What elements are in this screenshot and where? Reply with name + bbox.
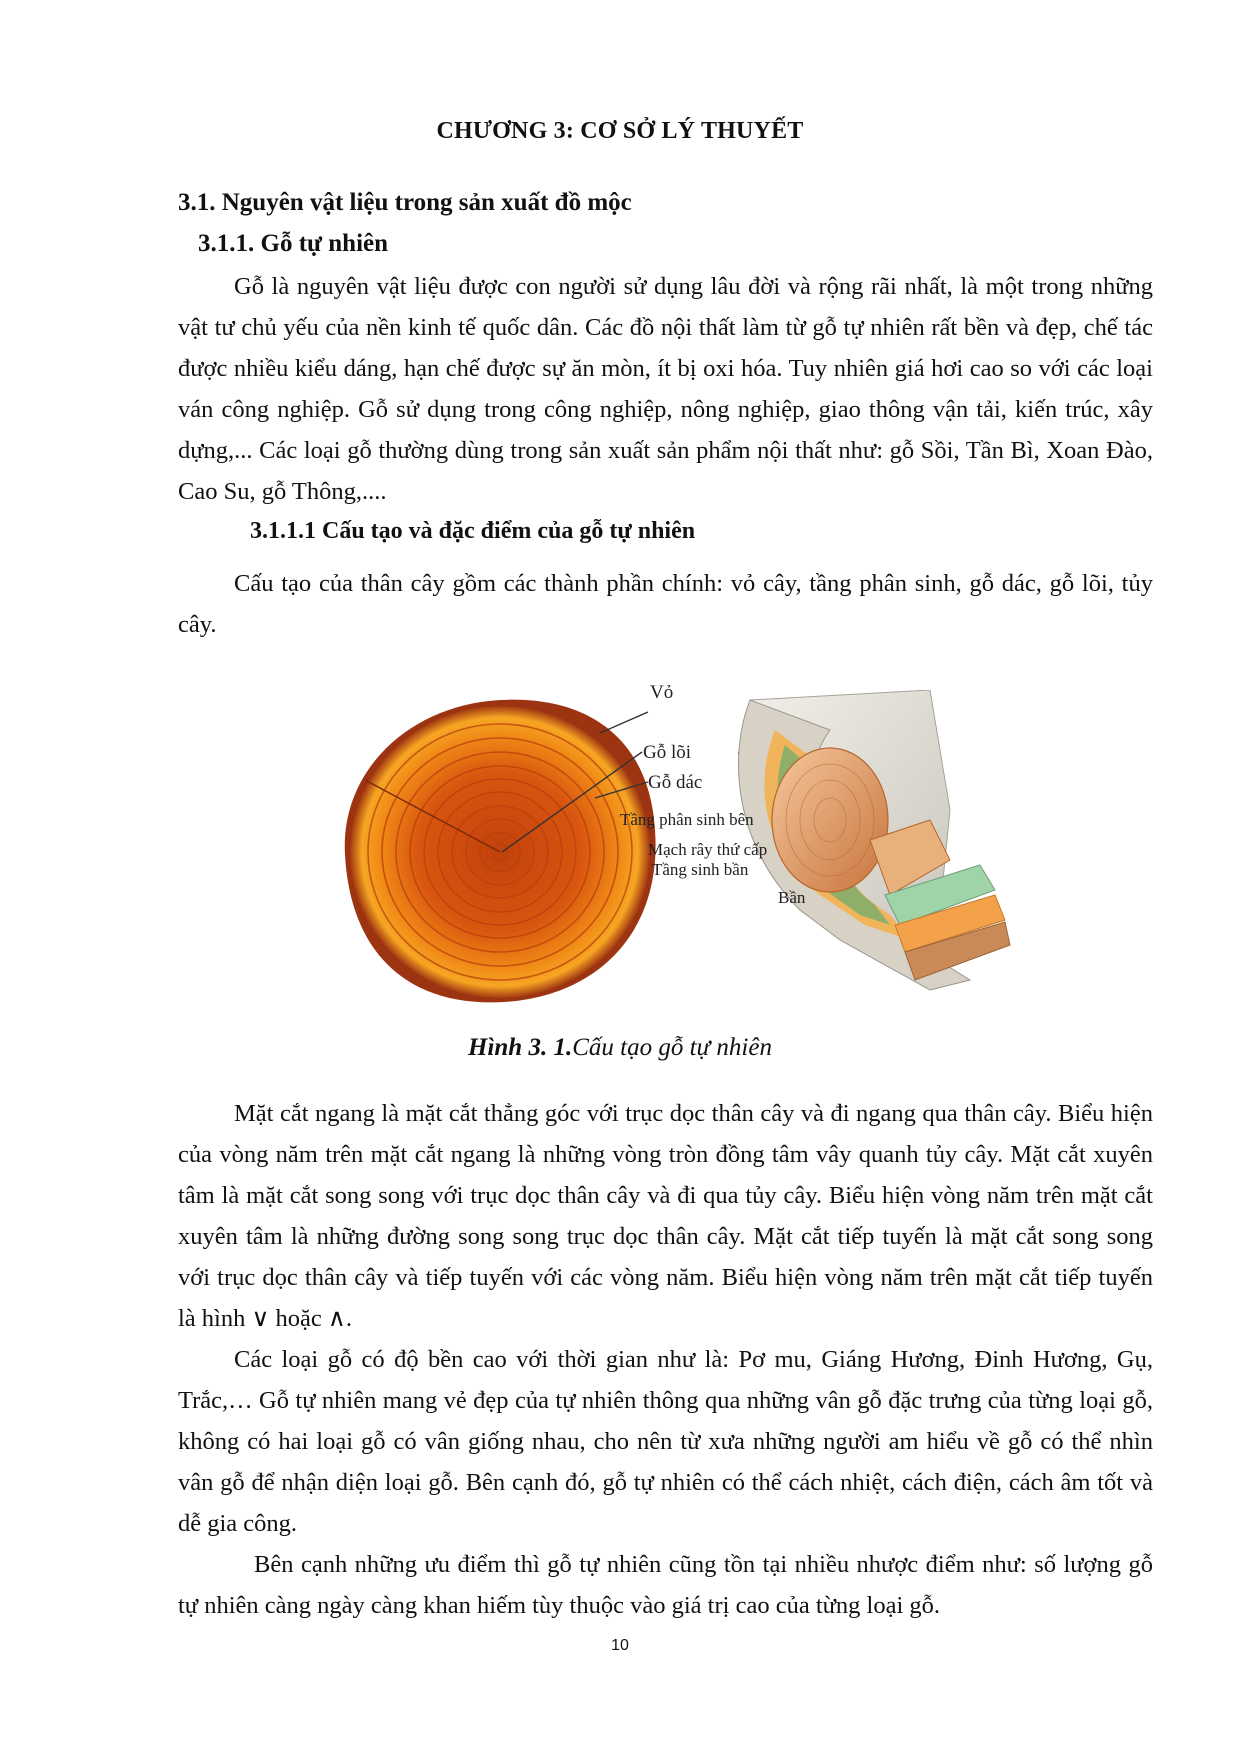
paragraph-structure: Cấu tạo của thân cây gồm các thành phần chính: vỏ cây, tầng phân sinh, gỗ dác, gỗ lõi, tủy cây. <box>178 570 1153 638</box>
paragraph-disadvantages: Bên cạnh những ưu điểm thì gỗ tự nhiên cũng tồn tại nhiều nhược điểm như: số lượng gỗ tự nhiên càng ngày càng khan hiếm tùy thuộc vào giá trị cao của từng loại gỗ. <box>178 1551 1153 1619</box>
chapter-title: CHƯƠNG 3: CƠ SỞ LÝ THUYẾT <box>436 118 804 144</box>
label-mach-ray: Mạch rây thứ cấp <box>648 840 768 859</box>
label-go-dac: Gỗ dác <box>648 772 703 793</box>
label-go-loi: Gỗ lõi <box>643 742 692 763</box>
caption-prefix: Hình 3. 1. <box>468 1034 573 1061</box>
label-ban: Bần <box>778 888 806 907</box>
paragraph-intro: Gỗ là nguyên vật liệu được con người sử dụng lâu đời và rộng rãi nhất, là một trong những vật tư chủ yếu của nền kinh tế quốc dân. Các đồ nội thất làm từ gỗ tự nhiên rất bền và đẹp, chế tác được nhiều kiểu dáng, hạn chế được sự ăn mòn, ít bị oxi hóa. Tuy nhiên giá hơi cao so với các loại ván công nghiệp. Gỗ sử dụng trong công nghiệp, nông nghiệp, giao thông vận tải, kiến trúc, xây dựng,... Các loại gỗ thường dùng trong sản xuất sản phẩm nội thất như: gỗ Sồi, Tần Bì, Xoan Đào, Cao Su, gỗ Thông,.... <box>178 273 1153 505</box>
page-number: 10 <box>611 1637 629 1654</box>
trunk-cutaway <box>738 690 1010 990</box>
figure-caption <box>0 1034 1240 1062</box>
caption-text: Cấu tạo gỗ tự nhiên <box>572 1034 772 1061</box>
wood-structure-figure <box>330 682 1060 1030</box>
log-cross-section <box>345 700 656 1003</box>
label-tang-phan-sinh-ben: Tầng phân sinh bên <box>620 810 754 829</box>
label-tang-sinh-ban: Tầng sinh bần <box>652 860 749 879</box>
paragraph-cross-sections: Mặt cắt ngang là mặt cắt thẳng góc với trục dọc thân cây và đi ngang qua thân cây. Biểu hiện của vòng năm trên mặt cắt ngang là những vòng tròn đồng tâm vây quanh tủy cây. Mặt cắt xuyên tâm là mặt cắt song song với trục dọc thân cây và đi qua tủy cây. Biểu hiện vòng năm trên mặt cắt xuyên tâm là những đường song song trục dọc thân cây. Mặt cắt tiếp tuyến là mặt cắt song song với trục dọc thân cây và tiếp tuyến với các vòng năm. Biểu hiện vòng năm trên mặt cắt tiếp tuyến là hình ∨ hoặc ∧. <box>178 1100 1153 1332</box>
subsubsection-heading: 3.1.1.1 Cấu tạo và đặc điểm của gỗ tự nhiên <box>250 518 696 544</box>
label-vo: Vỏ <box>650 682 674 703</box>
section-heading: 3.1. Nguyên vật liệu trong sản xuất đồ mộc <box>178 189 632 216</box>
subsection-heading: 3.1.1. Gỗ tự nhiên <box>198 230 389 257</box>
paragraph-durable-woods: Các loại gỗ có độ bền cao với thời gian như là: Pơ mu, Giáng Hương, Đinh Hương, Gụ, Trắc,… Gỗ tự nhiên mang vẻ đẹp của tự nhiên thông qua những vân gỗ đặc trưng của từng loại gỗ, không có hai loại gỗ có vân giống nhau, cho nên từ xưa những người am hiểu về gỗ có thể nhìn vân gỗ để nhận diện loại gỗ. Bên cạnh đó, gỗ tự nhiên có thể cách nhiệt, cách điện, cách âm tốt và dễ gia công. <box>178 1346 1153 1537</box>
